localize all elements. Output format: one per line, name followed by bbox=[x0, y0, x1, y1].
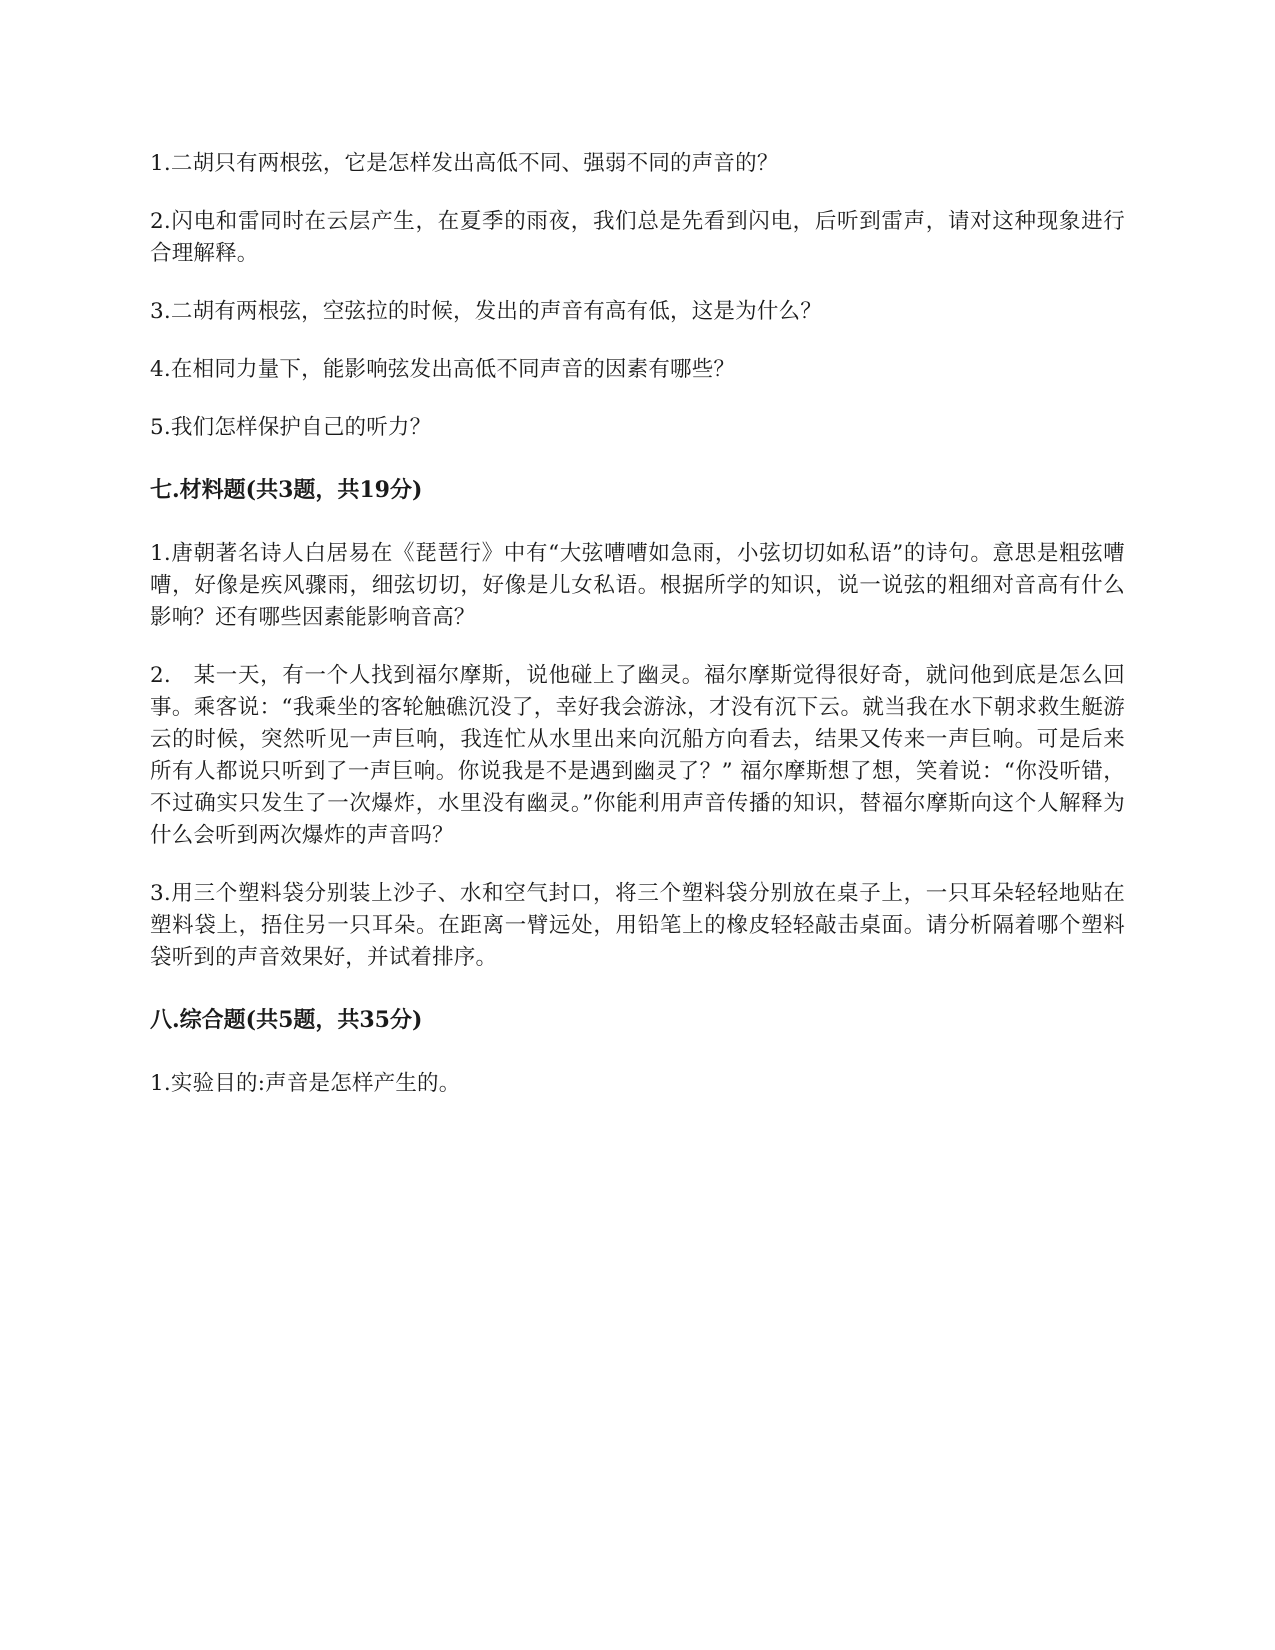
document-content bbox=[150, 148, 1125, 1126]
question-6-4: 4.在相同力量下，能影响弦发出高低不同声音的因素有哪些？ bbox=[150, 357, 736, 382]
question-6-5: 5.我们怎样保护自己的听力？ bbox=[150, 415, 432, 440]
question-7-3: 3.用三个塑料袋分别装上沙子、水和空气封口，将三个塑料袋分别放在桌子上，一只耳朵轻轻地贴在塑料袋上，捂住另一只耳朵。在距离一臂远处，用铅笔上的橡皮轻轻敲击桌面。请分析隔着哪个塑料袋听到的声音效果好，并试着排序。 bbox=[150, 881, 1125, 970]
question-6-2: 2.闪电和雷同时在云层产生，在夏季的雨夜，我们总是先看到闪电，后听到雷声，请对这种现象进行合理解释。 bbox=[150, 209, 1125, 266]
question-7-2: 2. 某一天，有一个人找到福尔摩斯，说他碰上了幽灵。福尔摩斯觉得很好奇，就问他到底是怎么回事。乘客说：“我乘坐的客轮触礁沉没了，幸好我会游泳，才没有沉下云。就当我在水下朝求救生艇游云的时候，突然听见一声巨响，我连忙从水里出来向沉船方向看去，结果又传来一声巨响。可是后来所有人都说只听到了一声巨响。你说我是不是遇到幽灵了？” 福尔摩斯想了想，笑着说：“你没听错，不过确实只发生了一次爆炸，水里没有幽灵。”你能利用声音传播的知识，替福尔摩斯向这个人解释为什么会听到两次爆炸的声音吗？ bbox=[150, 663, 1125, 848]
section-heading-comprehensive: 八.综合题(共5题，共35分) bbox=[150, 1007, 423, 1033]
question-6-1: 1.二胡只有两根弦，它是怎样发出高低不同、强弱不同的声音的？ bbox=[150, 151, 779, 176]
question-8-1: 1.实验目的:声音是怎样产生的。 bbox=[150, 1071, 461, 1096]
question-7-1: 1.唐朝著名诗人白居易在《琵琶行》中有“大弦嘈嘈如急雨，小弦切切如私语”的诗句。意思是粗弦嘈嘈，好像是疾风骤雨，细弦切切，好像是儿女私语。根据所学的知识，说一说弦的粗细对音高有什么影响？还有哪些因素能影响音高？ bbox=[150, 541, 1125, 630]
question-6-3: 3.二胡有两根弦，空弦拉的时候，发出的声音有高有低，这是为什么？ bbox=[150, 299, 822, 324]
section-heading-material: 七.材料题(共3题，共19分) bbox=[150, 477, 423, 503]
